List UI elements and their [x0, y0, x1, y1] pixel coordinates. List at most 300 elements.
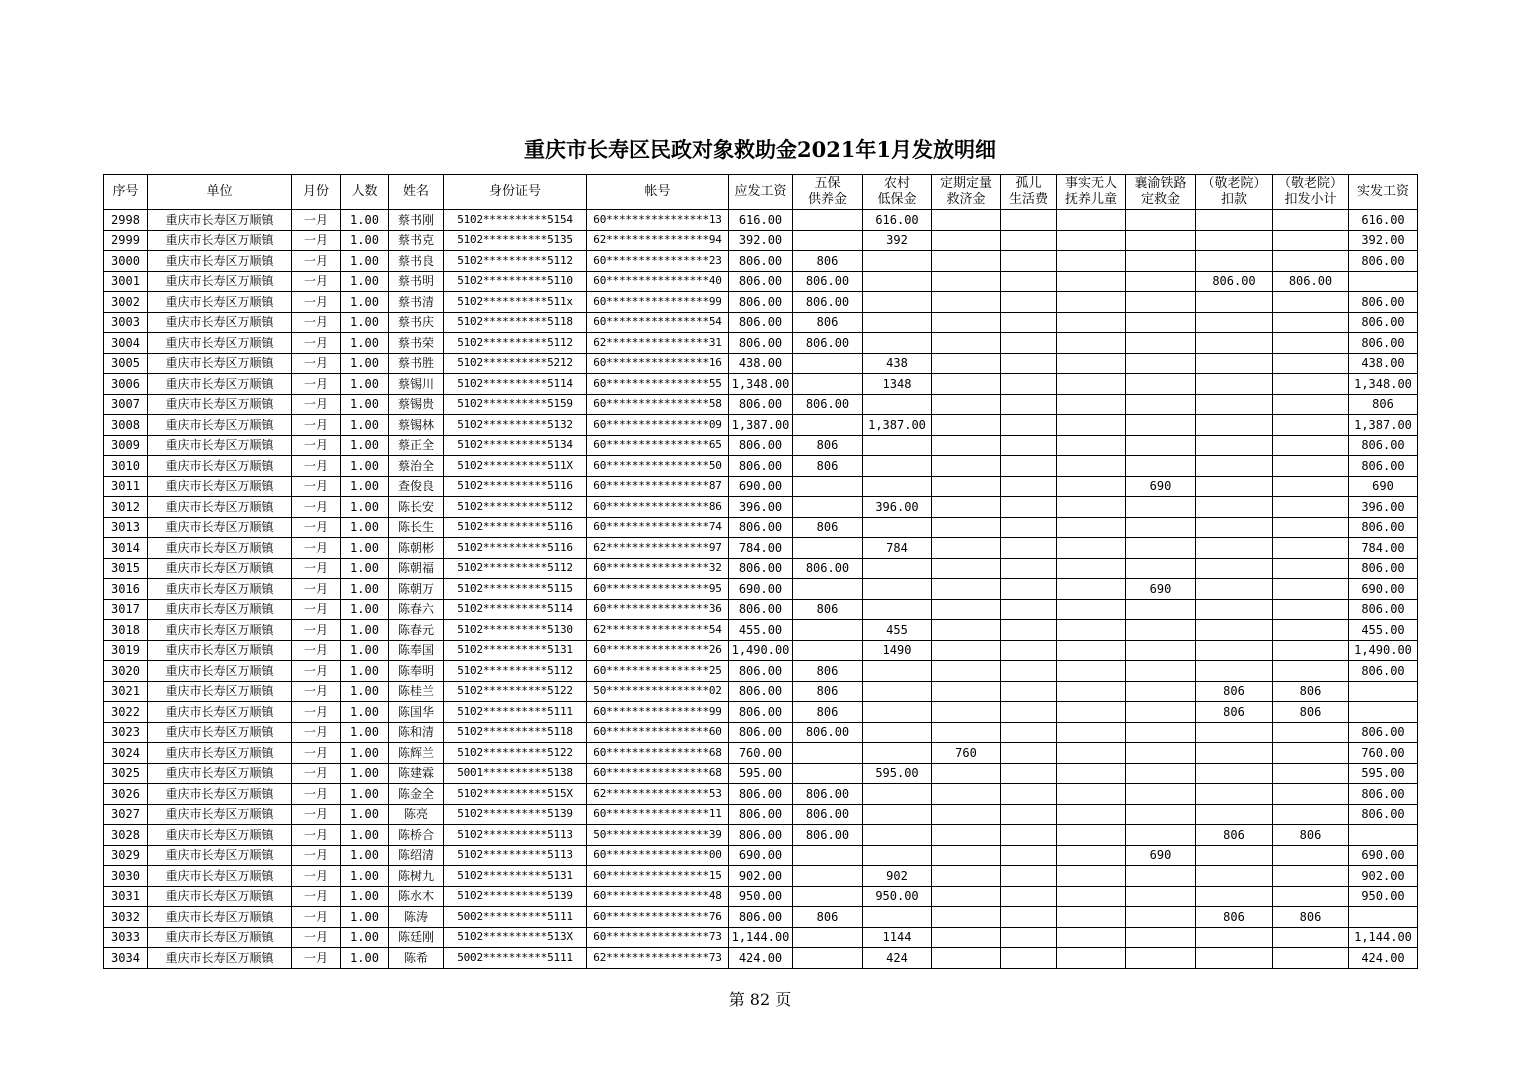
table-cell — [793, 620, 863, 641]
table-cell — [1196, 353, 1273, 374]
table-cell — [932, 456, 1001, 477]
table-row — [104, 435, 1418, 456]
table-cell — [1126, 661, 1196, 682]
table-cell — [1196, 579, 1273, 600]
table-cell — [1126, 230, 1196, 251]
table-cell: 806.00 — [1349, 333, 1418, 354]
table-cell — [1273, 374, 1349, 395]
table-cell: 陈金全 — [389, 784, 444, 805]
table-cell: 3016 — [104, 579, 148, 600]
table-cell — [1126, 353, 1196, 374]
table-cell: 5102**********513X — [444, 927, 587, 948]
table-cell — [1126, 804, 1196, 825]
table-cell: 一月 — [292, 866, 341, 887]
table-cell: 595.00 — [863, 763, 932, 784]
table-cell — [1001, 292, 1057, 313]
table-cell: 690 — [1349, 476, 1418, 497]
table-cell: 蔡书荣 — [389, 333, 444, 354]
table-cell: 690.00 — [1349, 845, 1418, 866]
table-cell — [1057, 599, 1126, 620]
table-cell: 62****************97 — [587, 538, 729, 559]
table-cell: 5002**********5111 — [444, 948, 587, 969]
table-cell — [1273, 292, 1349, 313]
table-cell: 806.00 — [1349, 722, 1418, 743]
table-cell: 616.00 — [863, 210, 932, 231]
table-cell — [863, 722, 932, 743]
table-cell: 806.00 — [1349, 784, 1418, 805]
table-cell: 1.00 — [341, 907, 389, 928]
table-row — [104, 476, 1418, 497]
table-cell: 60****************60 — [587, 722, 729, 743]
table-cell: 重庆市长寿区万顺镇 — [148, 722, 292, 743]
table-cell: 1.00 — [341, 538, 389, 559]
table-cell: 60****************99 — [587, 292, 729, 313]
table-cell — [1273, 394, 1349, 415]
table-cell: 重庆市长寿区万顺镇 — [148, 825, 292, 846]
table-cell — [932, 292, 1001, 313]
table-cell: 1.00 — [341, 271, 389, 292]
table-cell — [1196, 804, 1273, 825]
table-cell: 一月 — [292, 517, 341, 538]
column-header: 姓名 — [389, 175, 444, 210]
table-cell: 950.00 — [863, 886, 932, 907]
table-cell — [932, 722, 1001, 743]
table-cell — [793, 927, 863, 948]
table-cell — [1273, 722, 1349, 743]
table-cell — [932, 394, 1001, 415]
table-cell: 784.00 — [1349, 538, 1418, 559]
table-cell — [1001, 886, 1057, 907]
table-cell: 1.00 — [341, 292, 389, 313]
table-cell: 392.00 — [729, 230, 793, 251]
table-cell: 1.00 — [341, 927, 389, 948]
table-cell: 重庆市长寿区万顺镇 — [148, 497, 292, 518]
table-cell: 蔡书庆 — [389, 312, 444, 333]
table-cell — [863, 435, 932, 456]
table-cell — [1001, 312, 1057, 333]
table-cell: 806.00 — [1349, 804, 1418, 825]
table-cell — [1273, 333, 1349, 354]
table-cell — [1273, 312, 1349, 333]
table-cell: 重庆市长寿区万顺镇 — [148, 476, 292, 497]
table-cell — [1273, 230, 1349, 251]
table-cell — [1057, 681, 1126, 702]
table-cell — [1273, 476, 1349, 497]
table-cell: 806 — [793, 312, 863, 333]
table-cell: 陈长生 — [389, 517, 444, 538]
table-cell: 3033 — [104, 927, 148, 948]
table-cell: 806.00 — [793, 804, 863, 825]
table-cell — [1057, 743, 1126, 764]
table-cell: 424 — [863, 948, 932, 969]
table-cell: 3005 — [104, 353, 148, 374]
table-cell — [1057, 620, 1126, 641]
table-cell: 5102**********5111 — [444, 702, 587, 723]
table-cell — [1196, 497, 1273, 518]
table-cell: 806.00 — [793, 292, 863, 313]
table-cell: 陈和清 — [389, 722, 444, 743]
table-row — [104, 230, 1418, 251]
table-cell — [1001, 230, 1057, 251]
table-cell — [932, 210, 1001, 231]
table-cell: 1.00 — [341, 251, 389, 272]
table-cell: 蔡书克 — [389, 230, 444, 251]
table-cell: 60****************13 — [587, 210, 729, 231]
table-cell: 重庆市长寿区万顺镇 — [148, 415, 292, 436]
table-row — [104, 517, 1418, 538]
table-row — [104, 927, 1418, 948]
table-cell: 3027 — [104, 804, 148, 825]
table-cell — [1273, 497, 1349, 518]
table-cell: 392 — [863, 230, 932, 251]
table-cell — [1196, 784, 1273, 805]
table-cell: 60****************99 — [587, 702, 729, 723]
table-cell: 5102**********5135 — [444, 230, 587, 251]
table-cell: 806 — [793, 599, 863, 620]
table-cell: 806.00 — [1349, 292, 1418, 313]
table-cell — [1057, 456, 1126, 477]
table-cell — [1196, 948, 1273, 969]
table-cell — [932, 374, 1001, 395]
table-cell: 5102**********5112 — [444, 333, 587, 354]
table-cell: 1.00 — [341, 702, 389, 723]
table-cell — [932, 517, 1001, 538]
table-cell — [932, 599, 1001, 620]
table-cell — [1273, 763, 1349, 784]
table-cell: 1348 — [863, 374, 932, 395]
table-row — [104, 579, 1418, 600]
table-cell — [1273, 353, 1349, 374]
table-cell: 60****************76 — [587, 907, 729, 928]
table-cell — [932, 333, 1001, 354]
table-cell — [793, 415, 863, 436]
table-cell: 616.00 — [1349, 210, 1418, 231]
table-cell: 5102**********5112 — [444, 251, 587, 272]
table-cell: 806.00 — [1349, 251, 1418, 272]
table-cell — [1126, 702, 1196, 723]
table-cell: 806 — [793, 907, 863, 928]
table-cell: 5102**********5116 — [444, 538, 587, 559]
table-cell: 3020 — [104, 661, 148, 682]
table-cell: 60****************74 — [587, 517, 729, 538]
table-cell: 424.00 — [1349, 948, 1418, 969]
table-cell — [1057, 825, 1126, 846]
table-cell: 重庆市长寿区万顺镇 — [148, 251, 292, 272]
table-cell: 806.00 — [793, 394, 863, 415]
table-cell: 1,490.00 — [1349, 640, 1418, 661]
table-cell: 806.00 — [793, 722, 863, 743]
table-cell — [1001, 640, 1057, 661]
table-cell: 760.00 — [1349, 743, 1418, 764]
table-cell: 60****************15 — [587, 866, 729, 887]
table-cell — [793, 497, 863, 518]
table-cell — [1273, 517, 1349, 538]
table-cell: 1.00 — [341, 681, 389, 702]
table-cell — [1196, 620, 1273, 641]
table-cell — [932, 620, 1001, 641]
table-cell — [1273, 743, 1349, 764]
table-cell — [1057, 763, 1126, 784]
table-cell: 1.00 — [341, 804, 389, 825]
table-cell: 806.00 — [1196, 271, 1273, 292]
table-cell — [1001, 517, 1057, 538]
column-header: 农村 低保金 — [863, 175, 932, 210]
table-cell: 806 — [793, 702, 863, 723]
table-body — [104, 210, 1418, 969]
table-cell: 60****************23 — [587, 251, 729, 272]
table-cell — [932, 476, 1001, 497]
table-cell: 60****************25 — [587, 661, 729, 682]
table-cell — [1126, 415, 1196, 436]
table-cell — [932, 640, 1001, 661]
table-cell — [1196, 763, 1273, 784]
table-cell: 一月 — [292, 804, 341, 825]
table-cell: 陈奉国 — [389, 640, 444, 661]
table-row — [104, 804, 1418, 825]
table-cell: 806.00 — [1349, 558, 1418, 579]
table-cell: 陈桂兰 — [389, 681, 444, 702]
table-cell: 重庆市长寿区万顺镇 — [148, 538, 292, 559]
table-row — [104, 722, 1418, 743]
table-cell: 1.00 — [341, 784, 389, 805]
table-cell: 1.00 — [341, 517, 389, 538]
table-cell: 1.00 — [341, 353, 389, 374]
table-cell: 60****************73 — [587, 927, 729, 948]
table-cell — [1001, 538, 1057, 559]
table-cell — [863, 271, 932, 292]
table-cell — [793, 948, 863, 969]
table-cell — [1349, 825, 1418, 846]
table-cell: 一月 — [292, 661, 341, 682]
table-cell — [1057, 230, 1126, 251]
table-cell — [1057, 640, 1126, 661]
table-cell: 806.00 — [729, 456, 793, 477]
table-cell — [1057, 292, 1126, 313]
table-cell — [1001, 476, 1057, 497]
table-cell: 3029 — [104, 845, 148, 866]
table-cell — [1196, 292, 1273, 313]
table-cell — [1057, 210, 1126, 231]
table-cell: 5102**********5139 — [444, 804, 587, 825]
table-row — [104, 886, 1418, 907]
table-cell — [863, 394, 932, 415]
table-cell: 392.00 — [1349, 230, 1418, 251]
table-row — [104, 702, 1418, 723]
table-cell: 806.00 — [1349, 661, 1418, 682]
table-cell: 806.00 — [729, 292, 793, 313]
table-cell — [1057, 907, 1126, 928]
table-cell: 1.00 — [341, 579, 389, 600]
table-cell: 一月 — [292, 722, 341, 743]
table-cell: 一月 — [292, 948, 341, 969]
table-cell: 一月 — [292, 927, 341, 948]
table-cell — [793, 538, 863, 559]
table-cell: 一月 — [292, 312, 341, 333]
table-cell: 1.00 — [341, 312, 389, 333]
table-cell — [793, 886, 863, 907]
table-cell: 50****************39 — [587, 825, 729, 846]
table-cell: 806 — [1196, 907, 1273, 928]
table-cell: 陈春元 — [389, 620, 444, 641]
table-cell — [1273, 210, 1349, 231]
column-header: 实发工资 — [1349, 175, 1418, 210]
table-cell: 806.00 — [729, 271, 793, 292]
table-cell — [1057, 497, 1126, 518]
table-cell — [863, 845, 932, 866]
table-cell — [863, 825, 932, 846]
table-cell: 一月 — [292, 620, 341, 641]
table-cell — [932, 271, 1001, 292]
table-cell — [1001, 579, 1057, 600]
table-cell: 重庆市长寿区万顺镇 — [148, 374, 292, 395]
table-cell — [1001, 763, 1057, 784]
table-cell — [932, 251, 1001, 272]
table-cell — [1196, 886, 1273, 907]
table-cell: 806.00 — [1349, 435, 1418, 456]
table-cell: 1.00 — [341, 374, 389, 395]
table-header — [104, 175, 1418, 210]
table-cell: 一月 — [292, 743, 341, 764]
table-cell: 重庆市长寿区万顺镇 — [148, 784, 292, 805]
table-cell — [1001, 784, 1057, 805]
table-cell: 一月 — [292, 251, 341, 272]
table-cell: 重庆市长寿区万顺镇 — [148, 620, 292, 641]
table-cell: 重庆市长寿区万顺镇 — [148, 435, 292, 456]
table-cell — [1057, 804, 1126, 825]
table-cell: 1.00 — [341, 599, 389, 620]
table-cell — [1196, 558, 1273, 579]
table-cell: 一月 — [292, 333, 341, 354]
table-cell — [793, 866, 863, 887]
table-cell: 1,387.00 — [863, 415, 932, 436]
table-cell — [1126, 210, 1196, 231]
table-cell: 一月 — [292, 599, 341, 620]
table-row — [104, 599, 1418, 620]
table-cell — [1273, 599, 1349, 620]
table-cell — [1126, 640, 1196, 661]
table-cell — [1349, 907, 1418, 928]
table-cell: 3022 — [104, 702, 148, 723]
table-cell — [1196, 394, 1273, 415]
table-cell: 902 — [863, 866, 932, 887]
table-cell — [1196, 866, 1273, 887]
table-cell — [793, 210, 863, 231]
table-cell — [1273, 456, 1349, 477]
table-cell — [793, 763, 863, 784]
table-cell: 806.00 — [729, 825, 793, 846]
table-cell: 重庆市长寿区万顺镇 — [148, 948, 292, 969]
table-cell — [1001, 804, 1057, 825]
page-title: 重庆市长寿区民政对象救助金2021年1月发放明细 — [523, 137, 997, 162]
table-cell: 806 — [793, 435, 863, 456]
table-cell — [1273, 579, 1349, 600]
table-cell: 重庆市长寿区万顺镇 — [148, 271, 292, 292]
table-cell: 806 — [793, 661, 863, 682]
table-cell: 1,348.00 — [729, 374, 793, 395]
table-cell — [1057, 374, 1126, 395]
table-cell: 438 — [863, 353, 932, 374]
table-cell: 690.00 — [1349, 579, 1418, 600]
table-row — [104, 845, 1418, 866]
table-cell — [1349, 702, 1418, 723]
table-cell — [793, 640, 863, 661]
table-cell: 62****************53 — [587, 784, 729, 805]
table-cell: 一月 — [292, 784, 341, 805]
table-cell: 60****************68 — [587, 763, 729, 784]
table-cell: 3010 — [104, 456, 148, 477]
table-cell: 50****************02 — [587, 681, 729, 702]
table-cell: 5102**********5118 — [444, 722, 587, 743]
table-cell: 5102**********5212 — [444, 353, 587, 374]
table-cell: 806.00 — [729, 702, 793, 723]
table-cell — [863, 558, 932, 579]
table-cell: 一月 — [292, 394, 341, 415]
table-cell — [932, 886, 1001, 907]
table-cell — [1126, 620, 1196, 641]
table-cell: 806.00 — [793, 558, 863, 579]
table-cell — [1001, 661, 1057, 682]
table-cell — [1001, 927, 1057, 948]
table-cell — [1001, 456, 1057, 477]
table-cell: 重庆市长寿区万顺镇 — [148, 886, 292, 907]
table-cell: 5102**********5116 — [444, 517, 587, 538]
table-cell: 陈国华 — [389, 702, 444, 723]
table-cell — [863, 456, 932, 477]
table-cell: 5001**********5138 — [444, 763, 587, 784]
table-cell — [1057, 394, 1126, 415]
table-cell: 60****************16 — [587, 353, 729, 374]
table-cell — [1126, 497, 1196, 518]
table-cell: 陈廷刚 — [389, 927, 444, 948]
table-cell: 2998 — [104, 210, 148, 231]
table-cell — [1126, 763, 1196, 784]
table-cell: 60****************32 — [587, 558, 729, 579]
table-cell: 1.00 — [341, 497, 389, 518]
table-cell: 重庆市长寿区万顺镇 — [148, 907, 292, 928]
table-cell: 3031 — [104, 886, 148, 907]
table-cell: 重庆市长寿区万顺镇 — [148, 558, 292, 579]
table-cell — [1126, 743, 1196, 764]
table-cell: 1.00 — [341, 394, 389, 415]
table-cell: 3026 — [104, 784, 148, 805]
table-cell — [793, 579, 863, 600]
table-cell — [932, 661, 1001, 682]
table-cell: 蔡书胜 — [389, 353, 444, 374]
table-cell — [932, 415, 1001, 436]
table-row — [104, 743, 1418, 764]
table-cell: 一月 — [292, 353, 341, 374]
table-cell: 3025 — [104, 763, 148, 784]
table-cell: 1144 — [863, 927, 932, 948]
table-cell: 一月 — [292, 702, 341, 723]
table-cell: 一月 — [292, 845, 341, 866]
table-cell: 3013 — [104, 517, 148, 538]
table-cell — [1349, 271, 1418, 292]
column-header: 帐号 — [587, 175, 729, 210]
table-cell: 3002 — [104, 292, 148, 313]
table-cell: 438.00 — [1349, 353, 1418, 374]
table-cell: 1,490.00 — [729, 640, 793, 661]
column-header: 月份 — [292, 175, 341, 210]
column-header: 襄渝铁路 定救金 — [1126, 175, 1196, 210]
table-cell: 806.00 — [729, 435, 793, 456]
table-cell: 5102**********5114 — [444, 374, 587, 395]
table-cell: 5102**********5114 — [444, 599, 587, 620]
table-cell: 5102**********5112 — [444, 497, 587, 518]
table-cell — [863, 251, 932, 272]
table-cell: 重庆市长寿区万顺镇 — [148, 394, 292, 415]
table-cell: 806 — [1196, 681, 1273, 702]
